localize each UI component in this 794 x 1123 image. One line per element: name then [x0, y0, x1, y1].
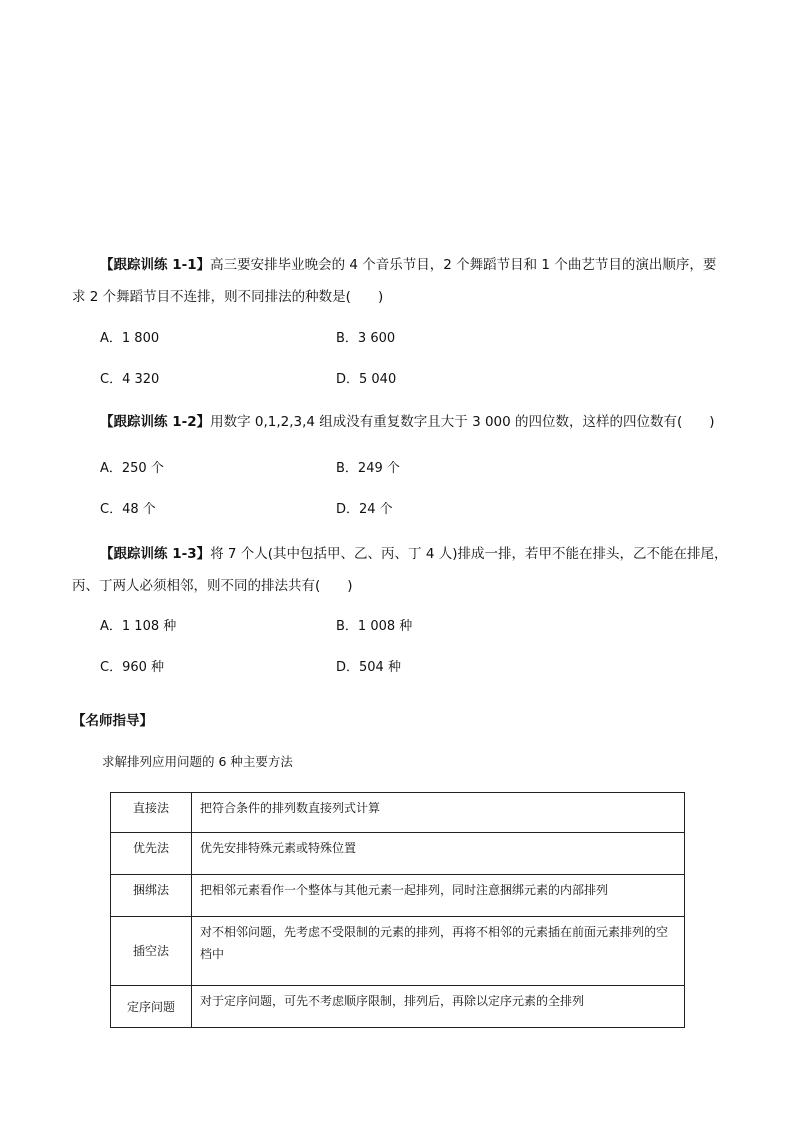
method-desc: 对于定序问题，可先不考虑顺序限制，排列后，再除以定序元素的全排列: [192, 986, 685, 1028]
method-name: 直接法: [111, 793, 192, 833]
table-row: [111, 875, 685, 917]
question-1-2-text: 用数字 0,1,2,3,4 组成没有重复数字且大于 3 000 的四位数，这样的四位数有( ): [210, 414, 715, 430]
question-1-3-option-d: D．504 种: [336, 660, 401, 675]
question-1-2-option-d: D．24 个: [336, 502, 393, 517]
table-row: [111, 986, 685, 1028]
question-1-3-option-b: B．1 008 种: [336, 619, 413, 634]
method-name: 捆绑法: [111, 875, 192, 917]
method-name: 优先法: [111, 833, 192, 875]
question-1-1-option-d: D．5 040: [336, 372, 397, 387]
question-1-3-line1: [100, 544, 727, 564]
question-1-3-option-a: A．1 108 种: [100, 619, 177, 634]
question-1-3-option-c: C．960 种: [100, 660, 165, 675]
question-1-2-option-a: A．250 个: [100, 461, 164, 476]
question-1-2-tag: 【跟踪训练 1-2】: [100, 414, 211, 430]
table-row: [111, 793, 685, 833]
method-name: 定序问题: [111, 986, 192, 1028]
question-1-1-option-c: C．4 320: [100, 372, 160, 387]
table-row: [111, 917, 685, 986]
guide-intro: 求解排列应用问题的 6 种主要方法: [102, 754, 293, 769]
question-1-1-tag: 【跟踪训练 1-1】: [100, 257, 211, 273]
question-1-2-option-c: C．48 个: [100, 502, 156, 517]
table-row: [111, 833, 685, 875]
question-1-1-option-b: B．3 600: [336, 331, 396, 346]
question-1-1-line1: [100, 255, 716, 275]
method-desc: 对不相邻问题，先考虑不受限制的元素的排列，再将不相邻的元素插在前面元素排列的空档中: [192, 917, 685, 986]
question-1-3-tag: 【跟踪训练 1-3】: [100, 546, 211, 562]
question-1-3-text: 将 7 个人(其中包括甲、乙、丙、丁 4 人)排成一排，若甲不能在排头，乙不能在排尾，: [210, 546, 728, 562]
question-1-1-text: 高三要安排毕业晚会的 4 个音乐节目，2 个舞蹈节目和 1 个曲艺节目的演出顺序，要: [210, 257, 717, 273]
method-desc: 把相邻元素看作一个整体与其他元素一起排列，同时注意捆绑元素的内部排列: [192, 875, 685, 917]
guide-heading: 【名师指导】: [72, 713, 153, 729]
method-name: 插空法: [111, 917, 192, 986]
question-1-1-option-a: A．1 800: [100, 331, 160, 346]
methods-table: [110, 792, 685, 1028]
question-1-2-option-b: B．249 个: [336, 461, 400, 476]
method-desc: 优先安排特殊元素或特殊位置: [192, 833, 685, 875]
question-1-3-line2: 丙、丁两人必须相邻，则不同的排法共有( ): [72, 578, 353, 594]
question-1-1-line2: 求 2 个舞蹈节目不连排，则不同排法的种数是( ): [72, 289, 384, 305]
question-1-2-line1: [100, 412, 715, 432]
method-desc: 把符合条件的排列数直接列式计算: [192, 793, 685, 833]
